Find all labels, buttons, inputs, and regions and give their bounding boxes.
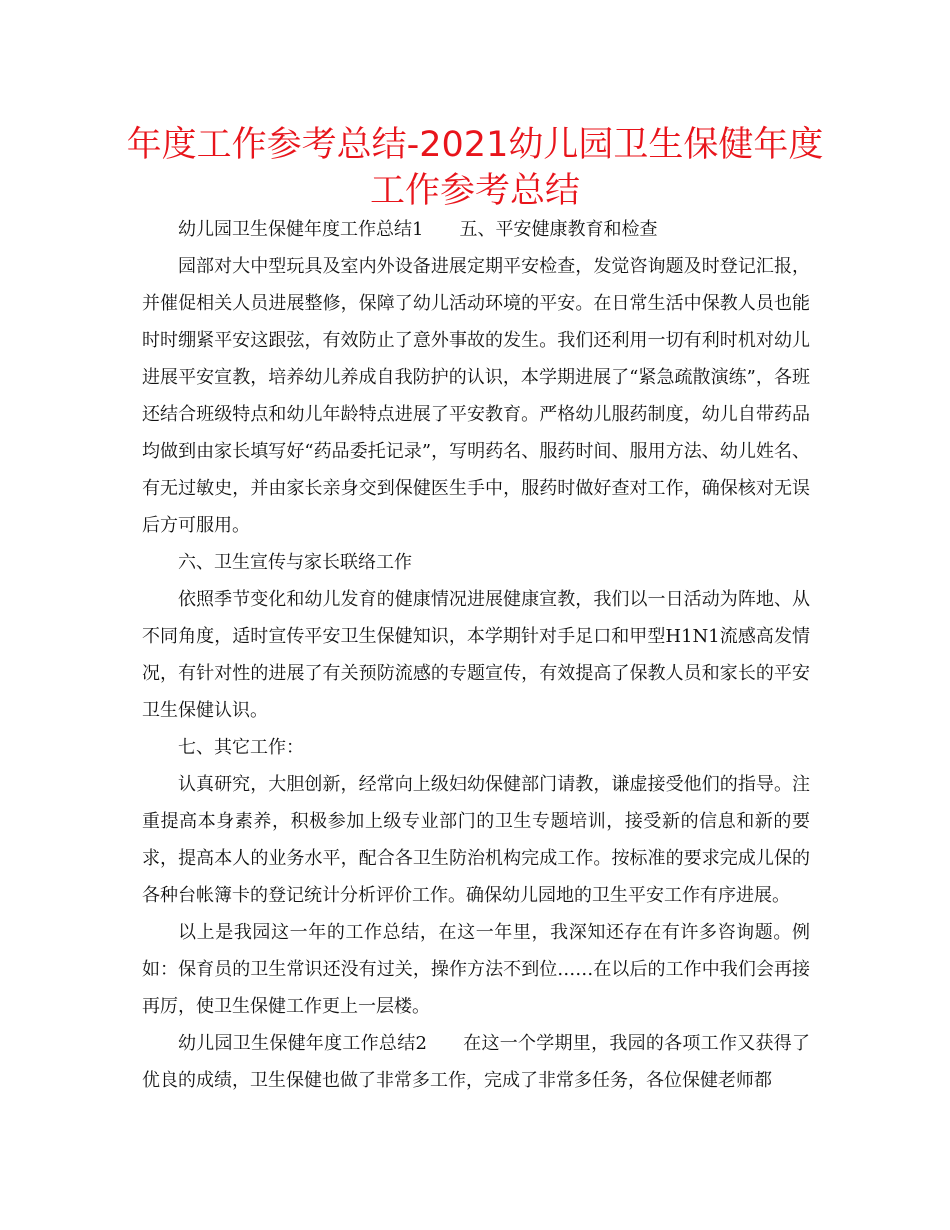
paragraph-section-heading-1 [142, 211, 810, 248]
paragraph-other-work: 认真研究，大胆创新，经常向上级妇幼保健部门请教，谦虚接受他们的指导。注重提高本身素养，积极参加上级专业部门的卫生专题培训，接受新的信息和新的要求，提高本人的业务水平，配合各卫生防治机构完成工作。按标准的要求完成儿保的各种台帐簿卡的登记统计分析评价工作。确保幼儿园地的卫生平安工作有序进展。 [142, 774, 810, 906]
paragraph-lead: 幼儿园卫生保健年度工作总结1 [178, 219, 424, 240]
document-title: 年度工作参考总结-2021幼儿园卫生保健年度工作参考总结 [126, 125, 824, 211]
paragraph-lead: 幼儿园卫生保健年度工作总结2 [178, 1033, 427, 1054]
paragraph-text: 在这一个学期里，我园的各项工作又获得了优良的成绩，卫生保健也做了非常多工作，完成了非常多任务，各位保健老师都 [142, 1033, 811, 1091]
document-body [142, 211, 810, 1099]
paragraph-section-heading-2 [142, 1025, 810, 1099]
paragraph-text: 五、平安健康教育和检查 [459, 219, 658, 240]
paragraph-conclusion: 以上是我园这一年的工作总结，在这一年里，我深知还存在有许多咨询题。例如：保育员的卫生常识还没有过关，操作方法不到位……在以后的工作中我们会再接再厉，使卫生保健工作更上一层楼。 [142, 922, 810, 1017]
paragraph-health-education: 依照季节变化和幼儿发育的健康情况进展健康宣教，我们以一日活动为阵地、从不同角度，适时宣传平安卫生保健知识，本学期针对手足口和甲型H1N1流感高发情况，有针对性的进展了有关预防流感的专题宣传，有效提高了保教人员和家长的平安卫生保健认识。 [142, 589, 810, 721]
paragraph-heading-publicity: 六、卫生宣传与家长联络工作 [178, 552, 412, 573]
paragraph-safety-inspection: 园部对大中型玩具及室内外设备进展定期平安检查，发觉咨询题及时登记汇报，并催促相关人员进展整修，保障了幼儿活动环境的平安。在日常生活中保教人员也能时时绷紧平安这跟弦，有效防止了意外事故的发生。我们还利用一切有利时机对幼儿进展平安宣教，培养幼儿养成自我防护的认识，本学期进展了“紧急疏散演练”，各班还结合班级特点和幼儿年龄特点进展了平安教育。严格幼儿服药制度，幼儿自带药品均做到由家长填写好“药品委托记录”，写明药名、服药时间、服用方法、幼儿姓名、有无过敏史，并由家长亲身交到保健医生手中，服药时做好查对工作，确保核对无误后方可服用。 [142, 256, 810, 536]
paragraph-heading-other-work: 七、其它工作： [178, 737, 304, 758]
